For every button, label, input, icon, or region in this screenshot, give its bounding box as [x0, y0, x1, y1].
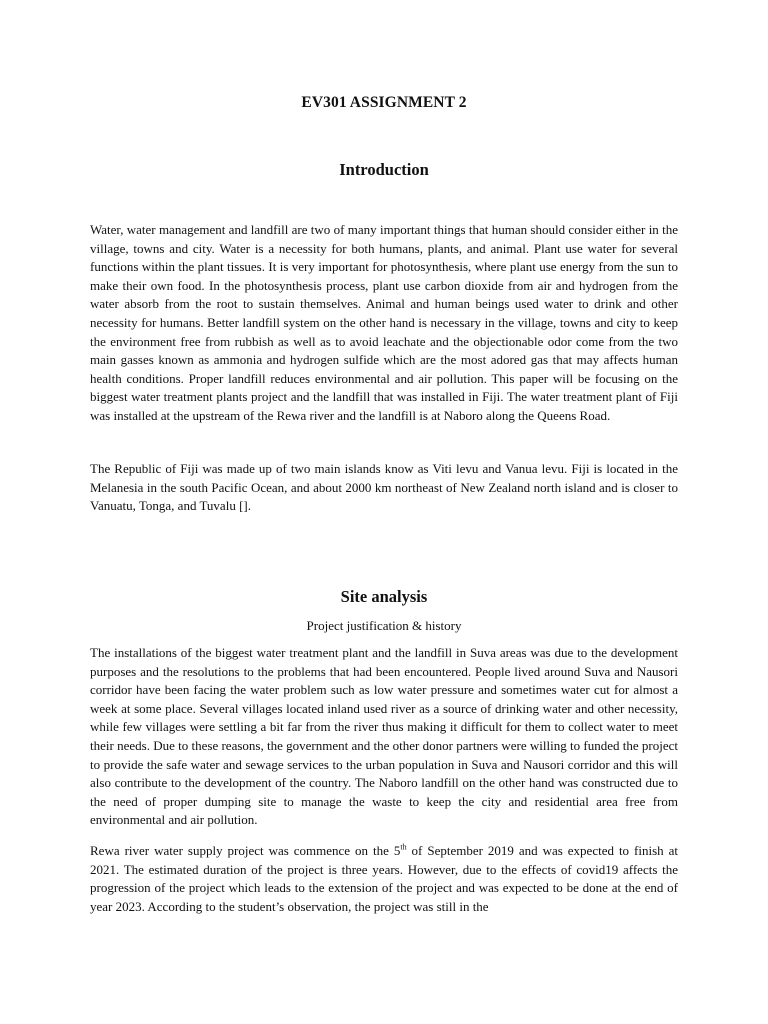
intro-paragraph-2: The Republic of Fiji was made up of two main islands know as Viti levu and Vanua levu. Fiji is located in the Melanesia in the south Pacific Ocean, and about 2000 km northeast of New Zealand north island and is closer to Vanuatu, Tonga, and Tuvalu [].	[90, 461, 678, 514]
subheading-project-justification: Project justification & history	[306, 618, 462, 633]
site-analysis-paragraph-1: The installations of the biggest water treatment plant and the landfill in Suva areas was due to the development purposes and the resolutions to the problems that had been encountered. People lived around Suva and Nausori corridor have been facing the water problem such as low water pressure and sometimes water cut for almost a week at some place. Several villages located inland used river as a source of drinking water and other necessity, while few villages were settling a bit far from the river thus making it difficult for them to collect water to meet their needs. Due to these reasons, the government and the other donor partners were willing to funded the project to provide the safe water and sewage services to the urban population in Suva and Nausori corridor and this will also contribute to the development of the country. The Naboro landfill on the other hand was constructed due to the need of proper dumping site to manage the waste to keep the city and residential area free from environmental and air pollution.	[90, 645, 678, 828]
site-analysis-paragraph-2	[90, 842, 678, 916]
section-heading-introduction: Introduction	[339, 160, 429, 179]
ordinal-superscript: th	[400, 842, 407, 852]
section-heading-site-analysis: Site analysis	[340, 587, 428, 606]
document-title: EV301 ASSIGNMENT 2	[301, 94, 467, 111]
paragraph-text-before-superscript: Rewa river water supply project was commence on the 5	[90, 843, 401, 858]
paragraph-text-after-superscript: of September 2019 and was expected to finish at 2021. The estimated duration of the project is three years. However, due to the effects of covid19 affects the progression of the project which leads to the extension of the project and was expected to be done at the end of year 2023. According to the student’s observation, the project was still in the	[90, 843, 678, 914]
intro-paragraph-1: Water, water management and landfill are two of many important things that human should consider either in the village, towns and city. Water is a necessity for both humans, plants, and animal. Plant use water for several functions within the plant tissues. It is very important for photosynthesis, where plant use energy from the sun to make their own food. In the photosynthesis process, plant use carbon dioxide from air and hydrogen from the water absorb from the root to sustain themselves. Animal and human beings used water to drink and other necessity for humans. Better landfill system on the other hand is necessary in the village, towns and city to keep the environment free from rubbish as well as to avoid leachate and the objectionable odor come from the two main gasses known as ammonia and hydrogen sulfide which are the most adored gas that may affects human health conditions. Proper landfill reduces environmental and air pollution. This paper will be focusing on the biggest water treatment plants project and the landfill that was installed in Fiji. The water treatment plant of Fiji was installed at the upstream of the Rewa river and the landfill is at Naboro along the Queens Road.	[90, 222, 678, 423]
